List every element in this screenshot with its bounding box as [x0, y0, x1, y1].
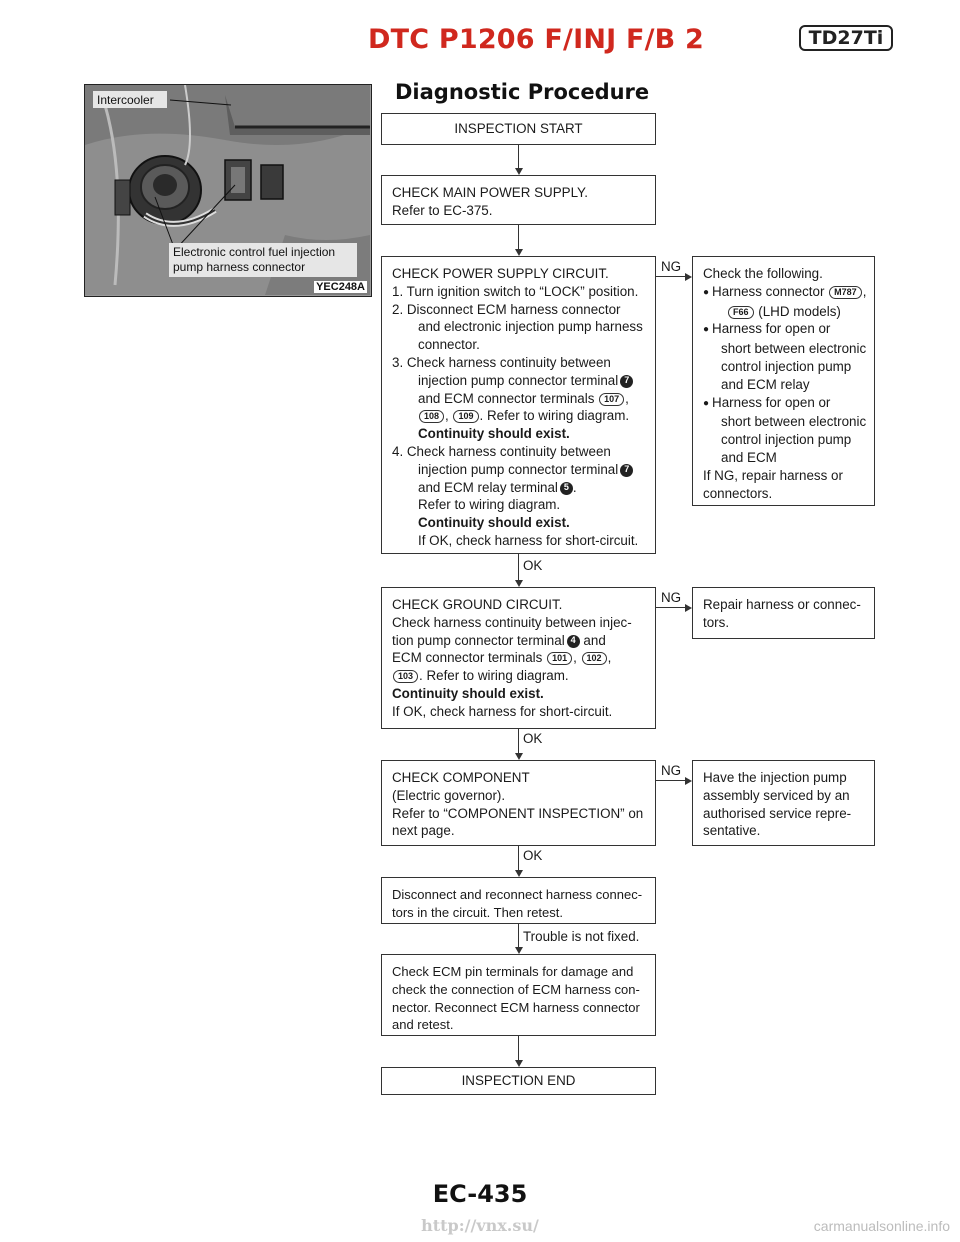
flow-start-text: INSPECTION START	[454, 121, 583, 136]
component-box	[381, 760, 656, 846]
power-circuit-line: If OK, check harness for short-circuit.	[418, 532, 639, 548]
ground-line: ECM connector terminals 101 , 102 ,	[392, 650, 612, 666]
connector-symbol: 108	[419, 410, 444, 423]
flow-connector	[518, 729, 519, 753]
power-ng-text: Harness connector	[712, 283, 825, 299]
ng-arrow	[685, 604, 692, 612]
ng-label: NG	[661, 259, 682, 274]
power-circuit-text: and ECM connector terminals	[418, 390, 595, 406]
power-circuit-line: and electronic injection pump harness	[418, 319, 643, 335]
ground-line	[392, 632, 645, 650]
ground-text: . Refer to wiring diagram.	[419, 668, 569, 684]
flow-connector	[518, 1036, 519, 1060]
power-circuit-text: and ECM relay terminal	[418, 479, 558, 495]
flow-arrow-down	[515, 580, 523, 587]
power-circuit-line: 2. Disconnect ECM harness connector	[392, 301, 621, 317]
flow-connector	[518, 225, 519, 249]
component-ng-line: Have the injection pump	[703, 770, 847, 785]
terminal-marker: 7	[620, 375, 633, 388]
power-ng-box	[692, 256, 875, 506]
power-circuit-text: injection pump connector terminal	[418, 372, 619, 388]
ng-label: NG	[661, 590, 682, 605]
ecm-check-line: and retest.	[392, 1017, 454, 1033]
component-line: Refer to “COMPONENT INSPECTION” on	[392, 805, 644, 821]
power-ng-line: ● Harness for open or	[703, 320, 864, 340]
ng-arrow	[685, 777, 692, 785]
component-line: CHECK COMPONENT	[392, 770, 530, 785]
flow-connector	[518, 554, 519, 580]
connector-symbol: M787	[829, 286, 862, 299]
intercooler-label: Intercooler	[97, 93, 154, 107]
main-power-line: CHECK MAIN POWER SUPPLY.	[392, 185, 588, 200]
power-ng-line: ● Harness connector M787 ,	[703, 283, 864, 303]
power-ng-line: Check the following.	[703, 266, 823, 281]
connector-symbol: 107	[599, 393, 624, 406]
power-circuit-text: injection pump connector terminal	[418, 461, 619, 477]
ground-circuit-box	[381, 587, 656, 729]
power-circuit-line: 108 , 109 . Refer to wiring diagram.	[392, 407, 645, 425]
flow-arrow-down	[515, 753, 523, 760]
power-circuit-line: Continuity should exist.	[418, 426, 570, 442]
engine-badge: TD27Ti	[799, 25, 893, 51]
power-ng-line	[703, 303, 864, 321]
reconnect-line: tors in the circuit. Then retest.	[392, 904, 563, 920]
power-ng-line: control injection pump	[721, 358, 852, 374]
ng-connector	[656, 276, 686, 277]
ecm-check-line: Check ECM pin terminals for damage and	[392, 964, 634, 979]
power-circuit-line: CHECK POWER SUPPLY CIRCUIT.	[392, 266, 609, 281]
ok-label: OK	[523, 558, 543, 573]
power-ng-line: short between electronic	[721, 341, 867, 357]
connector-label-line-2: pump harness connector	[173, 260, 306, 274]
power-circuit-line: Continuity should exist.	[418, 515, 570, 531]
flow-arrow-down	[515, 249, 523, 256]
component-ng-box	[692, 760, 875, 846]
power-circuit-line: and ECM relay terminal 5 .	[418, 479, 577, 495]
power-circuit-line: and ECM connector terminals 107 ,	[418, 390, 629, 406]
flow-end-text: INSPECTION END	[461, 1073, 576, 1088]
page-number: EC-435	[432, 1180, 528, 1208]
connector-symbol: 109	[453, 410, 478, 423]
power-ng-line: If NG, repair harness or	[703, 467, 843, 483]
ground-line: If OK, check harness for short-circuit.	[392, 703, 613, 719]
flow-arrow-down	[515, 947, 523, 954]
power-ng-line: short between electronic	[721, 414, 867, 430]
connector-symbol: F66	[728, 306, 754, 319]
reconnect-line: Disconnect and reconnect harness connec-	[392, 887, 643, 902]
ok-label: OK	[523, 848, 543, 863]
connector-location-photo	[84, 84, 372, 297]
power-circuit-line: 3. Check harness continuity between	[392, 354, 611, 370]
terminal-marker: 5	[560, 482, 573, 495]
ground-text: and	[583, 632, 606, 648]
reconnect-box	[381, 877, 656, 924]
power-ng-line: ● Harness for open or	[703, 394, 864, 414]
power-ng-text: (LHD models)	[758, 303, 841, 319]
procedure-title: Diagnostic Procedure	[395, 80, 650, 104]
ground-ng-line: Repair harness or connec-	[703, 597, 861, 612]
flow-connector	[518, 145, 519, 168]
ground-text: ECM connector terminals	[392, 650, 543, 666]
ground-line: Check harness continuity between injec-	[392, 614, 632, 630]
section-title: DTC P1206 F/INJ F/B 2	[368, 24, 705, 55]
power-ng-line: and ECM relay	[721, 376, 810, 392]
ng-connector	[656, 780, 686, 781]
footer-url[interactable]: http://vnx.su/	[421, 1216, 539, 1235]
power-circuit-line	[392, 461, 645, 479]
flow-arrow-down	[515, 1060, 523, 1067]
power-circuit-line: Refer to wiring diagram.	[418, 497, 561, 513]
ground-line: Continuity should exist.	[392, 685, 544, 701]
power-circuit-box	[381, 256, 656, 554]
ng-connector	[656, 607, 686, 608]
main-power-box	[381, 175, 656, 225]
terminal-marker: 4	[567, 635, 580, 648]
ground-line	[392, 667, 645, 685]
connector-symbol: 103	[393, 670, 418, 683]
connector-symbol: 102	[582, 652, 607, 665]
flow-connector	[518, 924, 519, 947]
connector-symbol: 101	[547, 652, 572, 665]
power-circuit-line: connector.	[418, 337, 480, 353]
flow-start-box	[381, 113, 656, 145]
ecm-check-line: nector. Reconnect ECM harness connector	[392, 999, 640, 1015]
component-ng-line: authorised service repre-	[703, 805, 852, 821]
component-line: next page.	[392, 823, 455, 839]
connector-label-line-1: Electronic control fuel injection	[173, 245, 336, 259]
main-power-line: Refer to EC-375.	[392, 202, 493, 218]
figure-code: YEC248A	[316, 281, 365, 293]
power-circuit-line: 4. Check harness continuity between	[392, 443, 611, 459]
ground-ng-box	[692, 587, 875, 639]
flow-end-box	[381, 1067, 656, 1095]
power-ng-line: and ECM	[721, 449, 777, 465]
ng-arrow	[685, 273, 692, 281]
footer-watermark: carmanualsonline.info	[813, 1218, 950, 1234]
power-circuit-line: 1. Turn ignition switch to “LOCK” position.	[392, 283, 639, 299]
ground-ng-line: tors.	[703, 614, 730, 630]
power-circuit-text: . Refer to wiring diagram.	[479, 408, 630, 424]
power-circuit-line	[392, 372, 645, 390]
component-line: (Electric governor).	[392, 787, 506, 803]
terminal-marker: 7	[620, 464, 633, 477]
ng-label: NG	[661, 763, 682, 778]
ground-line: CHECK GROUND CIRCUIT.	[392, 597, 563, 612]
flow-connector	[518, 846, 519, 870]
flow-arrow-down	[515, 168, 523, 175]
ecm-check-line: check the connection of ECM harness con-	[392, 981, 640, 997]
ecm-check-box	[381, 954, 656, 1036]
ok-label: OK	[523, 731, 543, 746]
ground-text: tion pump connector terminal	[392, 632, 565, 648]
not-fixed-label: Trouble is not fixed.	[523, 929, 640, 944]
power-ng-line: connectors.	[703, 485, 773, 501]
component-ng-line: sentative.	[703, 823, 761, 839]
flow-arrow-down	[515, 870, 523, 877]
power-ng-line: control injection pump	[721, 432, 852, 448]
component-ng-line: assembly serviced by an	[703, 787, 850, 803]
